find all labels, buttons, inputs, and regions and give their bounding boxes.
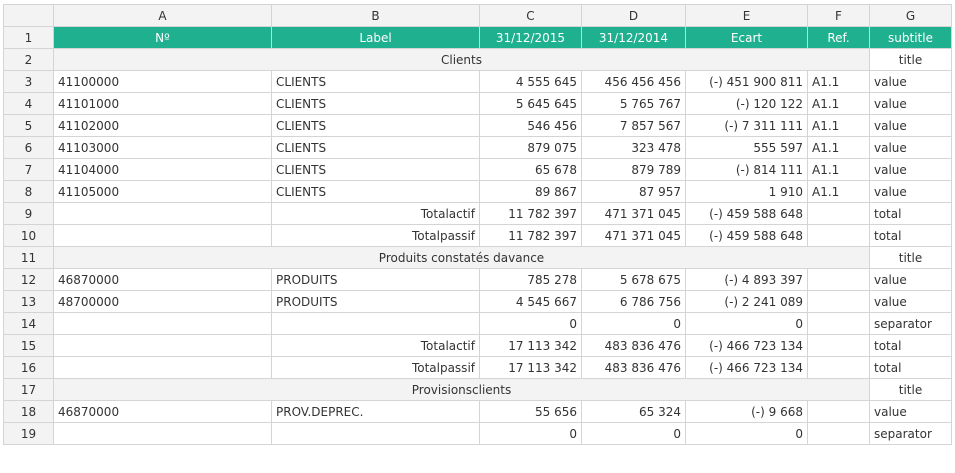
- cell-account-no[interactable]: 41104000: [54, 159, 272, 181]
- table-row: [4, 181, 952, 203]
- cell-ref[interactable]: A1.1: [808, 93, 870, 115]
- cell-ecart[interactable]: (-) 9 668: [686, 401, 808, 423]
- select-all-corner[interactable]: [4, 5, 54, 27]
- cell-ecart[interactable]: (-) 466 723 134: [686, 335, 808, 357]
- cell-ref[interactable]: [808, 313, 870, 335]
- cell-2015[interactable]: 55 656: [480, 401, 582, 423]
- row-number[interactable]: 14: [4, 313, 54, 335]
- cell-label[interactable]: [272, 423, 480, 445]
- cell-ecart[interactable]: (-) 4 893 397: [686, 269, 808, 291]
- column-header-c[interactable]: C: [480, 5, 582, 27]
- cell-2014[interactable]: 471 371 045: [582, 225, 686, 247]
- cell-subtitle[interactable]: value: [870, 291, 952, 313]
- row-number[interactable]: 18: [4, 401, 54, 423]
- cell-ref[interactable]: [808, 203, 870, 225]
- total-row: [4, 203, 952, 225]
- cell-account-no[interactable]: 48700000: [54, 291, 272, 313]
- cell-account-no[interactable]: [54, 335, 272, 357]
- row-number[interactable]: 7: [4, 159, 54, 181]
- row-number[interactable]: 6: [4, 137, 54, 159]
- table-row: [4, 159, 952, 181]
- cell-account-no[interactable]: [54, 203, 272, 225]
- row-number[interactable]: 9: [4, 203, 54, 225]
- section-title-row: [4, 49, 952, 71]
- cell-subtitle[interactable]: value: [870, 71, 952, 93]
- cell-ecart[interactable]: 1 910: [686, 181, 808, 203]
- cell-2015[interactable]: 11 782 397: [480, 225, 582, 247]
- column-header-e[interactable]: E: [686, 5, 808, 27]
- section-title-row: [4, 247, 952, 269]
- cell-ecart[interactable]: (-) 451 900 811: [686, 71, 808, 93]
- cell-subtitle[interactable]: value: [870, 115, 952, 137]
- cell-label[interactable]: CLIENTS: [272, 159, 480, 181]
- header-cell-no[interactable]: Nº: [54, 27, 272, 49]
- cell-2014[interactable]: 5 678 675: [582, 269, 686, 291]
- row-number[interactable]: 16: [4, 357, 54, 379]
- cell-ref[interactable]: [808, 269, 870, 291]
- table-row: [4, 71, 952, 93]
- row-number[interactable]: 13: [4, 291, 54, 313]
- header-cell-2014[interactable]: 31/12/2014: [582, 27, 686, 49]
- cell-subtitle[interactable]: total: [870, 203, 952, 225]
- section-title-cell[interactable]: Clients: [54, 49, 870, 71]
- cell-account-no[interactable]: 46870000: [54, 269, 272, 291]
- cell-2014[interactable]: 0: [582, 313, 686, 335]
- cell-ref[interactable]: [808, 291, 870, 313]
- cell-subtitle[interactable]: title: [870, 379, 952, 401]
- cell-subtitle[interactable]: total: [870, 335, 952, 357]
- cell-ecart[interactable]: (-) 459 588 648: [686, 225, 808, 247]
- cell-subtitle[interactable]: value: [870, 269, 952, 291]
- cell-2015[interactable]: 0: [480, 423, 582, 445]
- cell-account-no[interactable]: 41102000: [54, 115, 272, 137]
- cell-subtitle[interactable]: value: [870, 93, 952, 115]
- column-header-d[interactable]: D: [582, 5, 686, 27]
- cell-ref[interactable]: A1.1: [808, 71, 870, 93]
- cell-2015[interactable]: 5 645 645: [480, 93, 582, 115]
- cell-2014[interactable]: 65 324: [582, 401, 686, 423]
- column-header-b[interactable]: B: [272, 5, 480, 27]
- cell-label[interactable]: CLIENTS: [272, 181, 480, 203]
- cell-ref[interactable]: [808, 335, 870, 357]
- cell-2015[interactable]: 17 113 342: [480, 357, 582, 379]
- cell-ref[interactable]: [808, 423, 870, 445]
- cell-label[interactable]: CLIENTS: [272, 93, 480, 115]
- total-row: [4, 357, 952, 379]
- cell-account-no[interactable]: [54, 357, 272, 379]
- cell-subtitle[interactable]: value: [870, 137, 952, 159]
- header-cell-ecart[interactable]: Ecart: [686, 27, 808, 49]
- cell-label[interactable]: Totalactif: [272, 203, 480, 225]
- cell-ref[interactable]: A1.1: [808, 115, 870, 137]
- cell-subtitle[interactable]: title: [870, 247, 952, 269]
- cell-ref[interactable]: A1.1: [808, 137, 870, 159]
- row-number[interactable]: 11: [4, 247, 54, 269]
- cell-2014[interactable]: 483 836 476: [582, 357, 686, 379]
- cell-subtitle[interactable]: value: [870, 401, 952, 423]
- cell-subtitle[interactable]: separator: [870, 313, 952, 335]
- cell-label[interactable]: PRODUITS: [272, 291, 480, 313]
- header-cell-label[interactable]: Label: [272, 27, 480, 49]
- cell-ref[interactable]: A1.1: [808, 181, 870, 203]
- cell-ecart[interactable]: (-) 2 241 089: [686, 291, 808, 313]
- cell-account-no[interactable]: 41100000: [54, 71, 272, 93]
- cell-subtitle[interactable]: total: [870, 225, 952, 247]
- cell-subtitle[interactable]: value: [870, 181, 952, 203]
- table-row: [4, 137, 952, 159]
- cell-ref[interactable]: [808, 401, 870, 423]
- cell-subtitle[interactable]: value: [870, 159, 952, 181]
- table-row: [4, 115, 952, 137]
- row-number[interactable]: 3: [4, 71, 54, 93]
- cell-label[interactable]: CLIENTS: [272, 71, 480, 93]
- cell-ecart[interactable]: (-) 459 588 648: [686, 203, 808, 225]
- cell-label[interactable]: [272, 313, 480, 335]
- cell-2014[interactable]: 879 789: [582, 159, 686, 181]
- cell-label[interactable]: PROV.DEPREC.: [272, 401, 480, 423]
- cell-label[interactable]: CLIENTS: [272, 115, 480, 137]
- cell-account-no[interactable]: [54, 313, 272, 335]
- cell-account-no[interactable]: [54, 225, 272, 247]
- row-number[interactable]: 5: [4, 115, 54, 137]
- row-number[interactable]: 4: [4, 93, 54, 115]
- header-cell-2015[interactable]: 31/12/2015: [480, 27, 582, 49]
- cell-2015[interactable]: 879 075: [480, 137, 582, 159]
- spreadsheet-grid: [3, 4, 952, 445]
- cell-2015[interactable]: 17 113 342: [480, 335, 582, 357]
- cell-subtitle[interactable]: title: [870, 49, 952, 71]
- cell-2014[interactable]: 483 836 476: [582, 335, 686, 357]
- cell-ecart[interactable]: 0: [686, 313, 808, 335]
- cell-ecart[interactable]: (-) 466 723 134: [686, 357, 808, 379]
- cell-2015[interactable]: 65 678: [480, 159, 582, 181]
- cell-subtitle[interactable]: total: [870, 357, 952, 379]
- cell-ecart[interactable]: 0: [686, 423, 808, 445]
- section-title-cell[interactable]: Produits constatés davance: [54, 247, 870, 269]
- cell-2015[interactable]: 4 555 645: [480, 71, 582, 93]
- cell-ecart[interactable]: 555 597: [686, 137, 808, 159]
- row-number[interactable]: 12: [4, 269, 54, 291]
- section-title-row: [4, 379, 952, 401]
- header-cell-subtitle[interactable]: subtitle: [870, 27, 952, 49]
- cell-label[interactable]: PRODUITS: [272, 269, 480, 291]
- table-row: [4, 313, 952, 335]
- cell-2015[interactable]: 0: [480, 313, 582, 335]
- column-header-a[interactable]: A: [54, 5, 272, 27]
- row-number[interactable]: 10: [4, 225, 54, 247]
- table-row: [4, 401, 952, 423]
- cell-2014[interactable]: 7 857 567: [582, 115, 686, 137]
- cell-account-no[interactable]: 46870000: [54, 401, 272, 423]
- column-header-f[interactable]: F: [808, 5, 870, 27]
- row-number[interactable]: 19: [4, 423, 54, 445]
- cell-label[interactable]: Totalpassif: [272, 357, 480, 379]
- total-row: [4, 225, 952, 247]
- cell-account-no[interactable]: [54, 423, 272, 445]
- cell-2014[interactable]: 5 765 767: [582, 93, 686, 115]
- cell-ref[interactable]: A1.1: [808, 159, 870, 181]
- cell-2015[interactable]: 785 278: [480, 269, 582, 291]
- cell-ecart[interactable]: (-) 7 311 111: [686, 115, 808, 137]
- total-row: [4, 335, 952, 357]
- row-number[interactable]: 2: [4, 49, 54, 71]
- cell-account-no[interactable]: 41105000: [54, 181, 272, 203]
- cell-account-no[interactable]: 41103000: [54, 137, 272, 159]
- column-header-g[interactable]: G: [870, 5, 952, 27]
- cell-2014[interactable]: 6 786 756: [582, 291, 686, 313]
- cell-2014[interactable]: 456 456 456: [582, 71, 686, 93]
- cell-2015[interactable]: 11 782 397: [480, 203, 582, 225]
- row-number[interactable]: 1: [4, 27, 54, 49]
- table-row: [4, 93, 952, 115]
- row-number[interactable]: 17: [4, 379, 54, 401]
- cell-2014[interactable]: 0: [582, 423, 686, 445]
- table-row: [4, 269, 952, 291]
- header-cell-ref[interactable]: Ref.: [808, 27, 870, 49]
- cell-label[interactable]: Totalactif: [272, 335, 480, 357]
- table-row: [4, 291, 952, 313]
- cell-subtitle[interactable]: separator: [870, 423, 952, 445]
- cell-2014[interactable]: 471 371 045: [582, 203, 686, 225]
- cell-2015[interactable]: 546 456: [480, 115, 582, 137]
- table-header-row: [4, 27, 952, 49]
- cell-account-no[interactable]: 41101000: [54, 93, 272, 115]
- row-number[interactable]: 8: [4, 181, 54, 203]
- section-title-cell[interactable]: Provisionsclients: [54, 379, 870, 401]
- cell-ecart[interactable]: (-) 120 122: [686, 93, 808, 115]
- table-row: [4, 423, 952, 445]
- cell-2015[interactable]: 89 867: [480, 181, 582, 203]
- cell-2015[interactable]: 4 545 667: [480, 291, 582, 313]
- cell-label[interactable]: Totalpassif: [272, 225, 480, 247]
- column-header-row: [4, 5, 952, 27]
- cell-2014[interactable]: 87 957: [582, 181, 686, 203]
- cell-ref[interactable]: [808, 357, 870, 379]
- cell-ecart[interactable]: (-) 814 111: [686, 159, 808, 181]
- cell-ref[interactable]: [808, 225, 870, 247]
- cell-2014[interactable]: 323 478: [582, 137, 686, 159]
- cell-label[interactable]: CLIENTS: [272, 137, 480, 159]
- row-number[interactable]: 15: [4, 335, 54, 357]
